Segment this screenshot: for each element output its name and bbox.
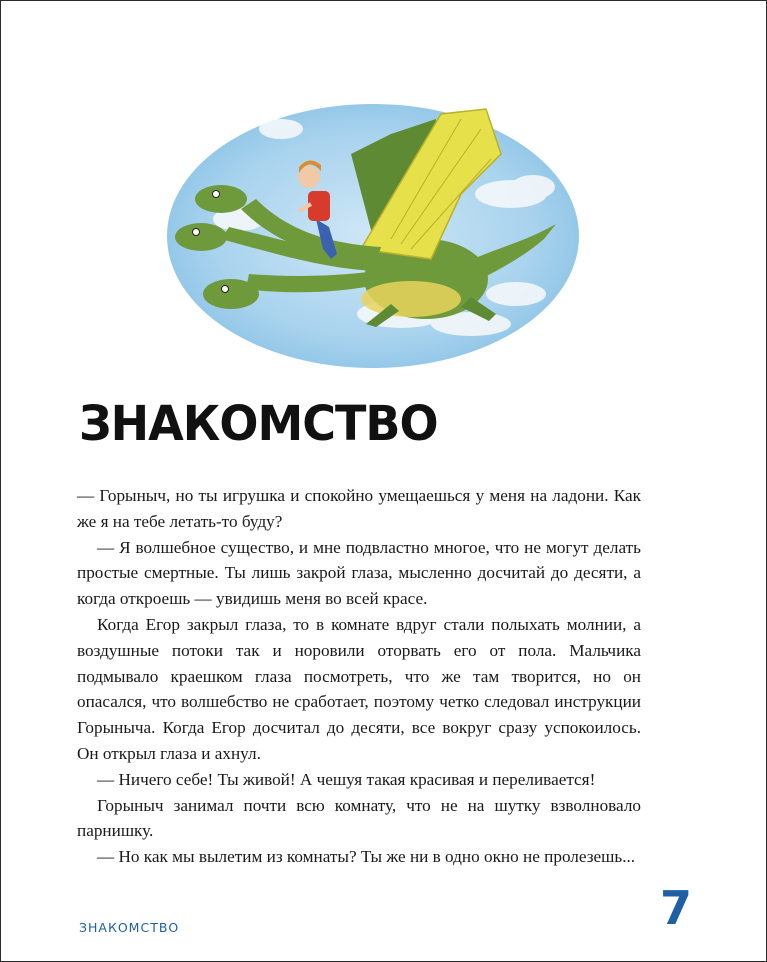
paragraph: Когда Егор закрыл глаза, то в комнате вдруг стали полыхать молнии, а воздушные потоки так и норовили оторвать его от пола. Мальчика подмывало краешком глаза посмотреть, что же там творится, но он опасался, что волшебство не сработает, поэтому четко следовал инструкции Горыныча. Когда Егор досчитал до десяти, все вокруг сразу успокоилось. Он открыл глаза и ахнул. xyxy=(77,614,641,763)
paragraph: — Горыныч, но ты игрушка и спокойно умещаешься у меня на ладони. Как же я на тебе летать-то буду? xyxy=(77,486,641,531)
dragon-head-middle xyxy=(175,223,227,251)
body-text xyxy=(77,483,641,870)
page-number: 7 xyxy=(659,881,692,935)
paragraph: — Но как мы вылетим из комнаты? Ты же ни в одно окно не пролезешь... xyxy=(97,847,636,867)
dragon-illustration xyxy=(161,99,581,374)
paragraph: — Ничего себе! Ты живой! А чешуя такая красивая и переливается! xyxy=(97,769,596,789)
paragraph: Горыныч занимал почти всю комнату, что не на шутку взволновало парнишку. xyxy=(77,795,641,841)
dragon-head-top xyxy=(195,185,247,213)
chapter-title: ЗНАКОМСТВО xyxy=(79,394,438,452)
running-head: ЗНАКОМСТВО xyxy=(79,920,180,935)
paragraph: — Я волшебное существо, и мне подвластно многое, что не могут делать простые смертные. Ты лишь закрой глаза, мысленно досчитай до десяти, а когда откроешь — увидишь меня во всей красе. xyxy=(77,537,641,609)
dragon-belly xyxy=(361,281,461,317)
dragon-head-bottom xyxy=(203,279,259,309)
